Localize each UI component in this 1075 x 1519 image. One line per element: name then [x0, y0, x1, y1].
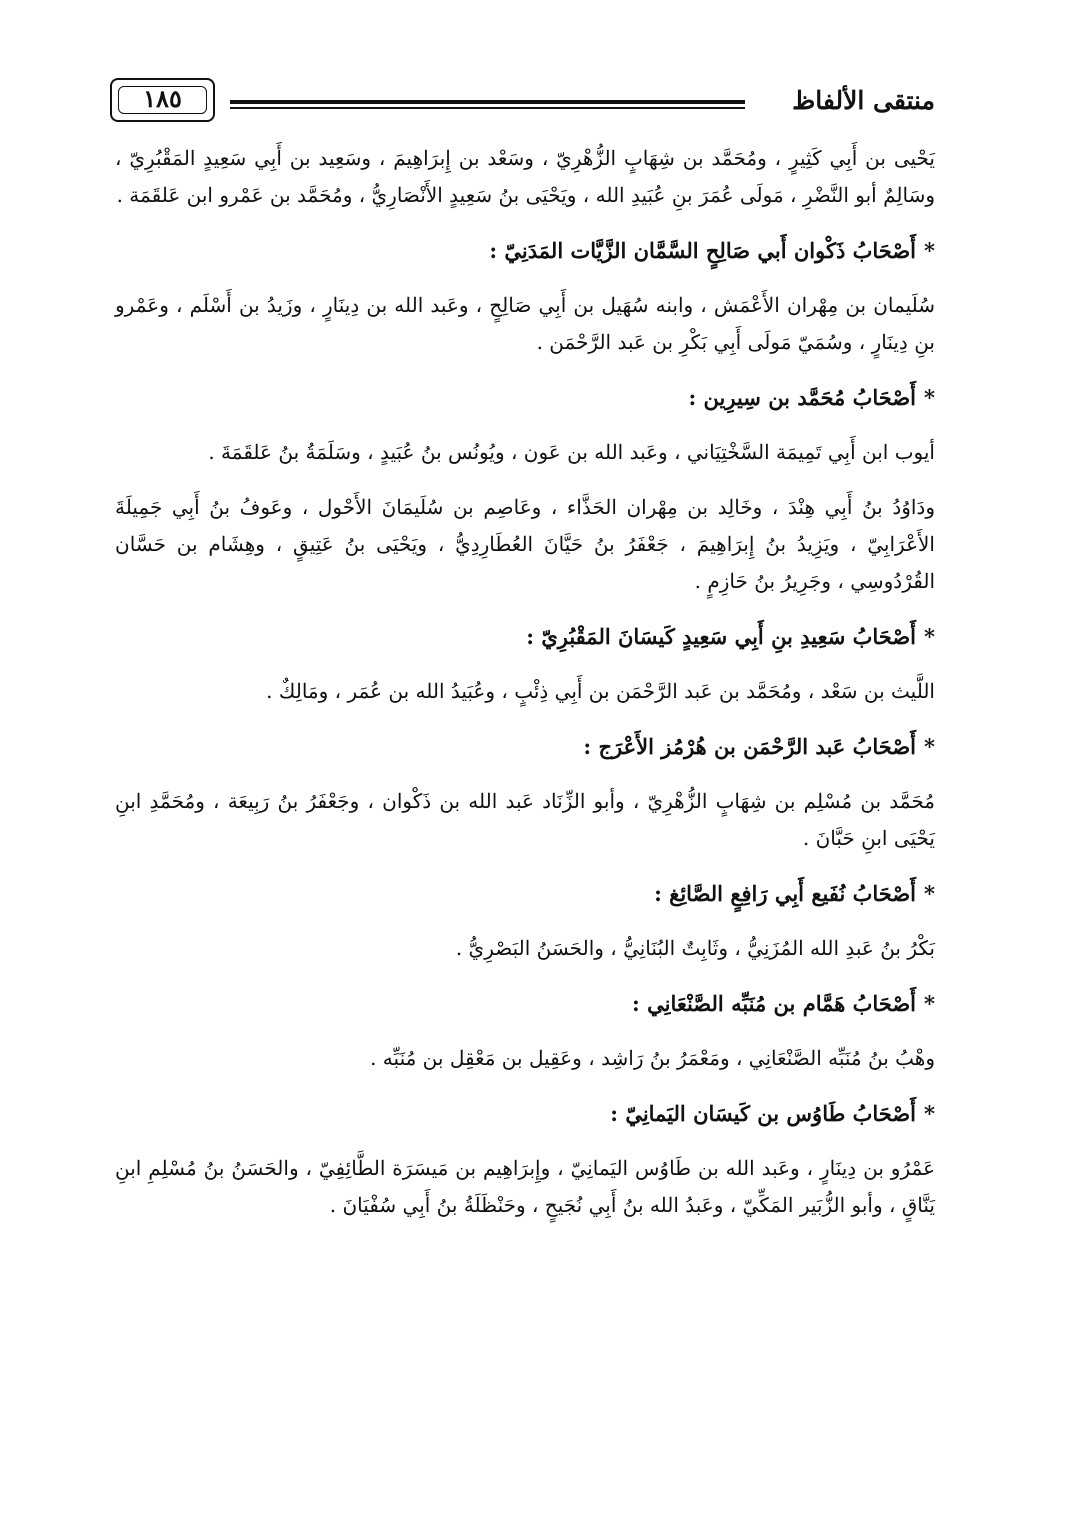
- asterisk-icon: *: [924, 385, 935, 410]
- section-heading-text: أَصْحَابُ نُفَيع أَبِي رَافِعٍ الصَّائِغ :: [654, 881, 917, 906]
- section-heading: [115, 618, 935, 655]
- section-heading-text: أَصْحَابُ عَبد الرَّحْمَن بن هُرْمُز الأَعْرَج :: [583, 734, 917, 759]
- paragraph: يَحْيى بن أَبِي كَثِيرٍ ، ومُحَمَّد بن شِهَابٍ الزُّهْرِيّ ، وسَعْد بن إِبرَاهِيمَ ، وسَعِيد بن أَبِي سَعِيدٍ المَقْبُرِيّ ، وسَالِمٌ أبو النَّضْرِ ، مَولَى عُمَرَ بنِ عُبَيدِ الله ، ويَحْيَى بنُ سَعِيدٍ الأَنْصَارِيُّ ، ومُحَمَّد بن عَمْرو ابن عَلقَمَة .: [115, 146, 935, 207]
- page-header: [110, 68, 935, 128]
- paragraph: اللَّيث بن سَعْد ، ومُحَمَّد بن عَبد الرَّحْمَن بن أَبِي ذِئْبٍ ، وعُبَيدُ الله بن عُمَر ، ومَالِكٌ .: [266, 679, 935, 703]
- paragraph: أيوب ابن أَبِي تَمِيمَة السَّخْتِيَاني ، وعَبد الله بن عَون ، ويُونُس بنُ عُبَيدٍ ، وسَلَمَةُ بنُ عَلقَمَةَ .: [208, 440, 935, 464]
- section-heading: [115, 728, 935, 765]
- paragraph: مُحَمَّد بن مُسْلِم بن شِهَابٍ الزُّهْرِيّ ، وأبو الزِّنَاد عَبد الله بن ذَكْوان ، وجَعْفَرُ بنُ رَبِيعَة ، ومُحَمَّدِ ابنِ يَحْيَى ابنِ حَبَّانَ .: [115, 789, 935, 850]
- running-title: منتقى الألفاظ: [792, 86, 935, 115]
- section-heading-text: أَصْحَابُ طَاوُس بن كَيسَان اليَمانِيّ :: [610, 1101, 917, 1126]
- section-heading: [115, 232, 935, 269]
- section-heading: [115, 1095, 935, 1132]
- paragraph: ودَاوُدُ بنُ أَبِي هِنْدَ ، وخَالِد بن مِهْران الحَذَّاء ، وعَاصِم بن سُلَيمَانَ الأَحْول ، وعَوفُ بنُ أَبِي جَمِيلَةَ الأَعْرَابِيّ ، ويَزِيدُ بنُ إِبرَاهِيمَ ، جَعْفَرُ بنُ حَيَّانَ العُطَارِدِيُّ ، ويَحْيَى بنُ عَتِيقٍ ، وهِشَام بن حَسَّان القُرْدُوسِي ، وجَرِيرُ بنُ حَازِمٍ .: [115, 495, 935, 593]
- section-heading-text: أَصْحَابُ ذَكْوان أَبي صَالِحٍ السَّمَّان الزَّيَّات المَدَنِيّ :: [489, 238, 917, 263]
- section-heading: [115, 379, 935, 416]
- asterisk-icon: *: [924, 624, 935, 649]
- paragraph: عَمْرُو بن دِينَارٍ ، وعَبد الله بن طَاوُس اليَمانِيّ ، وإِبرَاهِيم بن مَيسَرَة الطَّائِفِيّ ، والحَسَنُ بنُ مُسْلِمِ ابنِ يَنَّاقٍ ، وأبو الزُّبَير المَكِّيّ ، وعَبدُ الله بنُ أَبِي نُجَيحٍ ، وحَنْظَلَةُ بنُ أَبِي سُفْيَانَ .: [115, 1156, 935, 1217]
- section-heading: [115, 985, 935, 1022]
- asterisk-icon: *: [924, 238, 935, 263]
- asterisk-icon: *: [924, 1101, 935, 1126]
- asterisk-icon: *: [924, 734, 935, 759]
- header-rule-thin: [230, 107, 745, 109]
- paragraph: سُلَيمان بن مِهْران الأَعْمَش ، وابنه سُهَيل بن أَبِي صَالِحٍ ، وعَبد الله بن دِينَارٍ ، وزَيدُ بن أَسْلَم ، وعَمْرو بنِ دِينَارٍ ، وسُمَيّ مَولَى أَبِي بَكْرِ بن عَبد الرَّحْمَن .: [115, 293, 935, 354]
- page-body: [115, 140, 935, 1242]
- page-number: ١٨٥: [143, 84, 182, 113]
- paragraph: وهْبُ بنُ مُنَبِّه الصَّنْعَانِي ، ومَعْمَرُ بنُ رَاشِد ، وعَقِيل بن مَعْقِل بن مُنَبِّه .: [370, 1046, 935, 1070]
- paragraph: بَكْرُ بنُ عَبدِ الله المُزَنِيُّ ، وثَابِتٌ البُنَانِيُّ ، والحَسَنُ البَصْرِيُّ .: [455, 936, 935, 960]
- asterisk-icon: *: [924, 991, 935, 1016]
- section-heading-text: أَصْحَابُ سَعِيدِ بنِ أَبِي سَعِيدٍ كَيسَانَ المَقْبُرِيّ :: [526, 624, 917, 649]
- page-number-frame: [110, 78, 215, 122]
- section-heading: [115, 875, 935, 912]
- asterisk-icon: *: [924, 881, 935, 906]
- section-heading-text: أَصْحَابُ هَمَّام بن مُنَبِّه الصَّنْعَانِي :: [632, 991, 917, 1016]
- section-heading-text: أَصْحَابُ مُحَمَّد بن سِيرِين :: [688, 385, 917, 410]
- header-rule-thick: [230, 100, 745, 104]
